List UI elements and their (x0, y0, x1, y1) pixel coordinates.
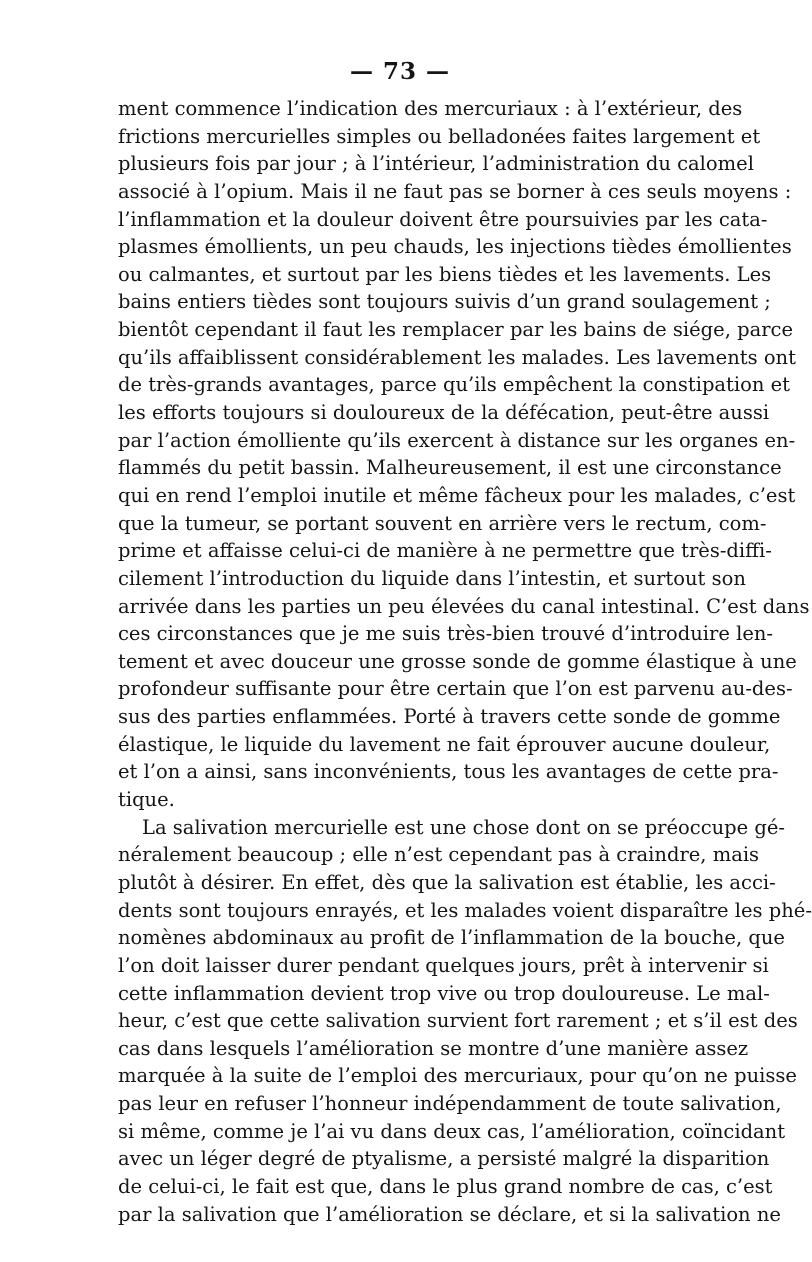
text-line: néralement beaucoup ; elle n’est cependant pas à craindre, mais (118, 843, 760, 867)
text-line: nomènes abdominaux au profit de l’inflammation de la bouche, que (118, 926, 785, 950)
text-line: que la tumeur, se portant souvent en arrière vers le rectum, com- (118, 511, 767, 535)
text-line: par l’action émolliente qu’ils exercent à distance sur les organes en- (118, 428, 796, 452)
text-line: heur, c’est que cette salivation survient fort rarement ; et s’il est des (118, 1009, 798, 1033)
text-line: marquée à la suite de l’emploi des mercuriaux, pour qu’on ne puisse (118, 1064, 797, 1088)
text-line: plutôt à désirer. En effet, dès que la salivation est établie, les acci- (118, 870, 776, 894)
text-line: pas leur en refuser l’honneur indépendamment de toute salivation, (118, 1092, 782, 1116)
text-line: arrivée dans les parties un peu élevées du canal intestinal. C’est dans (118, 594, 810, 618)
text-line: par la salivation que l’amélioration se déclare, et si la salivation ne (118, 1202, 781, 1226)
text-line: cette inflammation devient trop vive ou trop douloureuse. Le mal- (118, 981, 770, 1005)
text-line: l’on doit laisser durer pendant quelques jours, prêt à intervenir si (118, 953, 769, 977)
text-line: frictions mercurielles simples ou belladonées faites largement et (118, 124, 761, 148)
text-line: bientôt cependant il faut les remplacer par les bains de siége, parce (118, 318, 793, 342)
text-line: qu’ils affaiblissent considérablement les malades. Les lavements ont (118, 345, 796, 369)
page-number: — 73 — (349, 58, 451, 85)
text-line: associé à l’opium. Mais il ne faut pas se borner à ces seuls moyens : (118, 179, 792, 203)
text-line: plusieurs fois par jour ; à l’intérieur, l’administration du calomel (118, 152, 754, 176)
text-line: l’inflammation et la douleur doivent être poursuivies par les cata- (118, 207, 768, 231)
text-line: si même, comme je l’ai vu dans deux cas, l’amélioration, coïncidant (118, 1119, 786, 1143)
text-line: sus des parties enflammées. Porté à travers cette sonde de gomme (118, 705, 781, 729)
text-line: ment commence l’indication des mercuriaux : à l’extérieur, des (118, 97, 743, 120)
text-line: tique. (118, 788, 175, 812)
body-text (118, 95, 812, 1228)
text-line: qui en rend l’emploi inutile et même fâcheux pour les malades, c’est (118, 483, 796, 507)
text-line: tement et avec douceur une grosse sonde de gomme élastique à une (118, 649, 797, 673)
text-line: plasmes émollients, un peu chauds, les injections tièdes émollientes (118, 235, 792, 259)
text-line: les efforts toujours si douloureux de la défécation, peut-être aussi (118, 401, 770, 425)
text-line: La salivation mercurielle est une chose dont on se préoccupe gé- (142, 815, 786, 839)
text-line: prime et affaisse celui-ci de manière à ne permettre que très-diffi- (118, 539, 772, 563)
text-line: cilement l’introduction du liquide dans l’intestin, et surtout son (118, 566, 746, 590)
text-line: profondeur suffisante pour être certain que l’on est parvenu au-des- (118, 677, 793, 701)
text-line: et l’on a ainsi, sans inconvénients, tous les avantages de cette pra- (118, 760, 779, 784)
text-line: ou calmantes, et surtout par les biens tièdes et les lavements. Les (118, 262, 772, 286)
text-line: de celui-ci, le fait est que, dans le plus grand nombre de cas, c’est (118, 1174, 773, 1198)
text-line: ces circonstances que je me suis très-bien trouvé d’introduire len- (118, 622, 774, 646)
text-line: flammés du petit bassin. Malheureusement, il est une circonstance (118, 456, 782, 480)
text-line: élastique, le liquide du lavement ne fait éprouver aucune douleur, (118, 732, 771, 756)
text-line: avec un léger degré de ptyalisme, a persisté malgré la disparition (118, 1147, 770, 1171)
text-line: dents sont toujours enrayés, et les malades voient disparaître les phé- (118, 898, 812, 922)
text-line: de très-grands avantages, parce qu’ils empêchent la constipation et (118, 373, 790, 397)
text-line: bains entiers tièdes sont toujours suivis d’un grand soulagement ; (118, 290, 771, 314)
text-line: cas dans lesquels l’amélioration se montre d’une manière assez (118, 1036, 749, 1060)
